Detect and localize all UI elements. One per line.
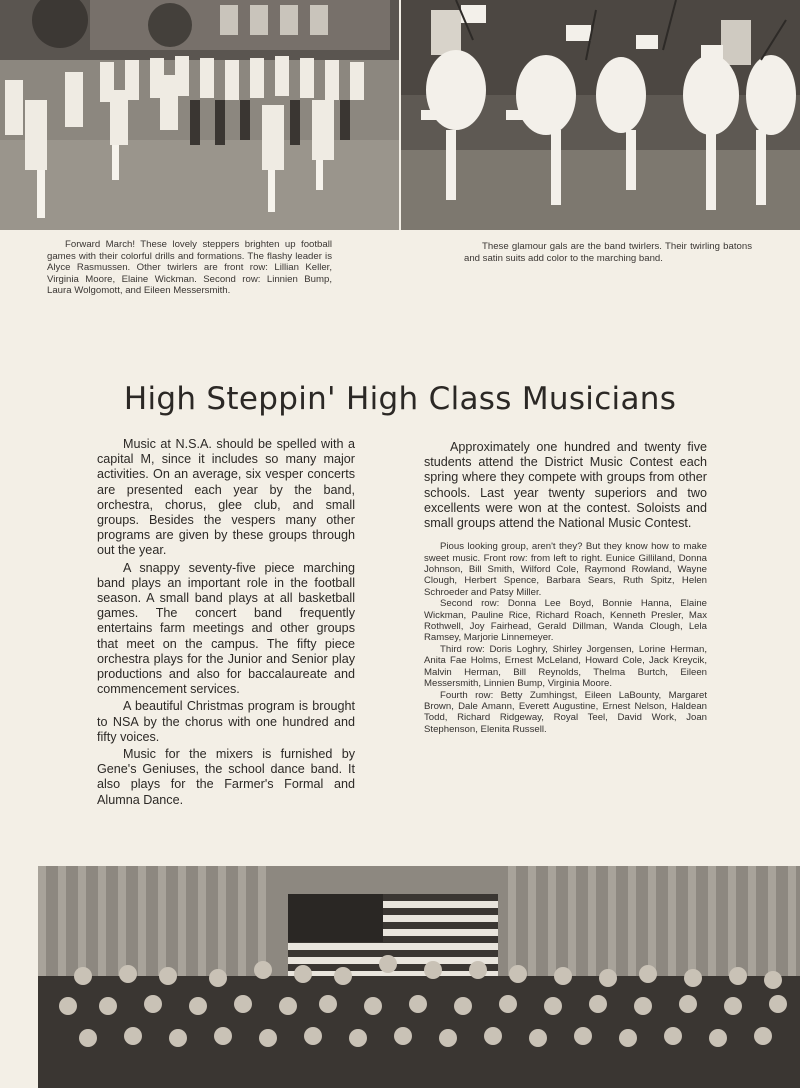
paragraph: A snappy seventy-five piece marching band plays an important role in the football season. A small band plays at all basketball games. The concert band frequently entertains farm meetings and other groups that meet on the campus. The fifty piece orchestra plays for the Junior and Senior play productions and also for baccalaureate and commencement services. <box>97 560 355 697</box>
caption-third-row: Third row: Doris Loghry, Shirley Jorgensen, Lorine Herman, Anita Fae Holms, Ernest McLeland, Howard Cole, Jack Kreycik, Malvin Herman, Bill Reynolds, Thelma Burtch, Eileen Messersmith, Linnien Bump, Virginia Moore. <box>424 643 707 690</box>
caption-fourth-row: Fourth row: Betty Zumhingst, Eileen LaBounty, Margaret Brown, Dale Amann, Everett Augustine, Ernest Nelson, Haldean Todd, Richard Ridgeway, Royal Teel, David Work, Joan Stephenson, Elenita Russell. <box>424 689 707 735</box>
right-column <box>424 440 707 735</box>
twirlers-photo <box>401 0 800 230</box>
page-title: High Steppin' High Class Musicians <box>123 381 677 417</box>
paragraph: Music for the mixers is furnished by Gene's Geniuses, the school dance band. It also plays for the Farmer's Formal and Alumna Dance. <box>97 747 355 807</box>
twirlers-caption: These glamour gals are the band twirlers. Their twirling batons and satin suits add color to the marching band. <box>464 241 752 264</box>
paragraph: A beautiful Christmas program is brought to NSA by the chorus with one hundred and fifty voices. <box>97 699 355 744</box>
marching-band-caption: Forward March! These lovely steppers brighten up football games with their colorful drills and formations. The flashy leader is Alyce Rasmussen. Other twirlers are front row: Lillian Keller, Virginia Moore, Elaine Wickman. Second row: Linnien Bump, Laura Wolgomott, and Eileen Messersmith. <box>47 239 332 297</box>
caption-intro: Pious looking group, aren't they? But they know how to make sweet music. Front row: from left to right. Eunice Gilliland, Donna Johnson, Bill Smith, Wilford Cole, Raymond Rowland, Wayne Clough, Herbert Spence, Barbara Sears, Ruth Spitz, Helen Schroeder and Patsy Miller. <box>424 541 707 598</box>
caption-second-row: Second row: Donna Lee Boyd, Bonnie Hanna, Elaine Wickman, Pauline Rice, Richard Roach, Kenneth Presler, Max Rothwell, Joy Fairhead, Gerald Dillman, Wanda Clough, Lela Ramsey, Marjorie Linnemeyer. <box>424 598 707 644</box>
chorus-group-photo <box>38 866 800 1088</box>
left-column <box>97 437 355 810</box>
marching-band-photo <box>0 0 399 230</box>
group-photo-caption <box>424 541 707 735</box>
chorus-group-illustration <box>38 866 800 1088</box>
paragraph: Music at N.S.A. should be spelled with a capital M, since it includes so many major activities. On an average, six vesper concerts are presented each year by the band, orchestra, chorus, glee club, and small groups. Besides the vespers many other programs are given by these groups through out the year. <box>97 437 355 558</box>
paragraph: Approximately one hundred and twenty five students attend the District Music Contest each spring where they compete with groups from other schools. Last year twenty superiors and two excellents were won at the contest. Soloists and small groups attend the National Music Contest. <box>424 440 707 531</box>
